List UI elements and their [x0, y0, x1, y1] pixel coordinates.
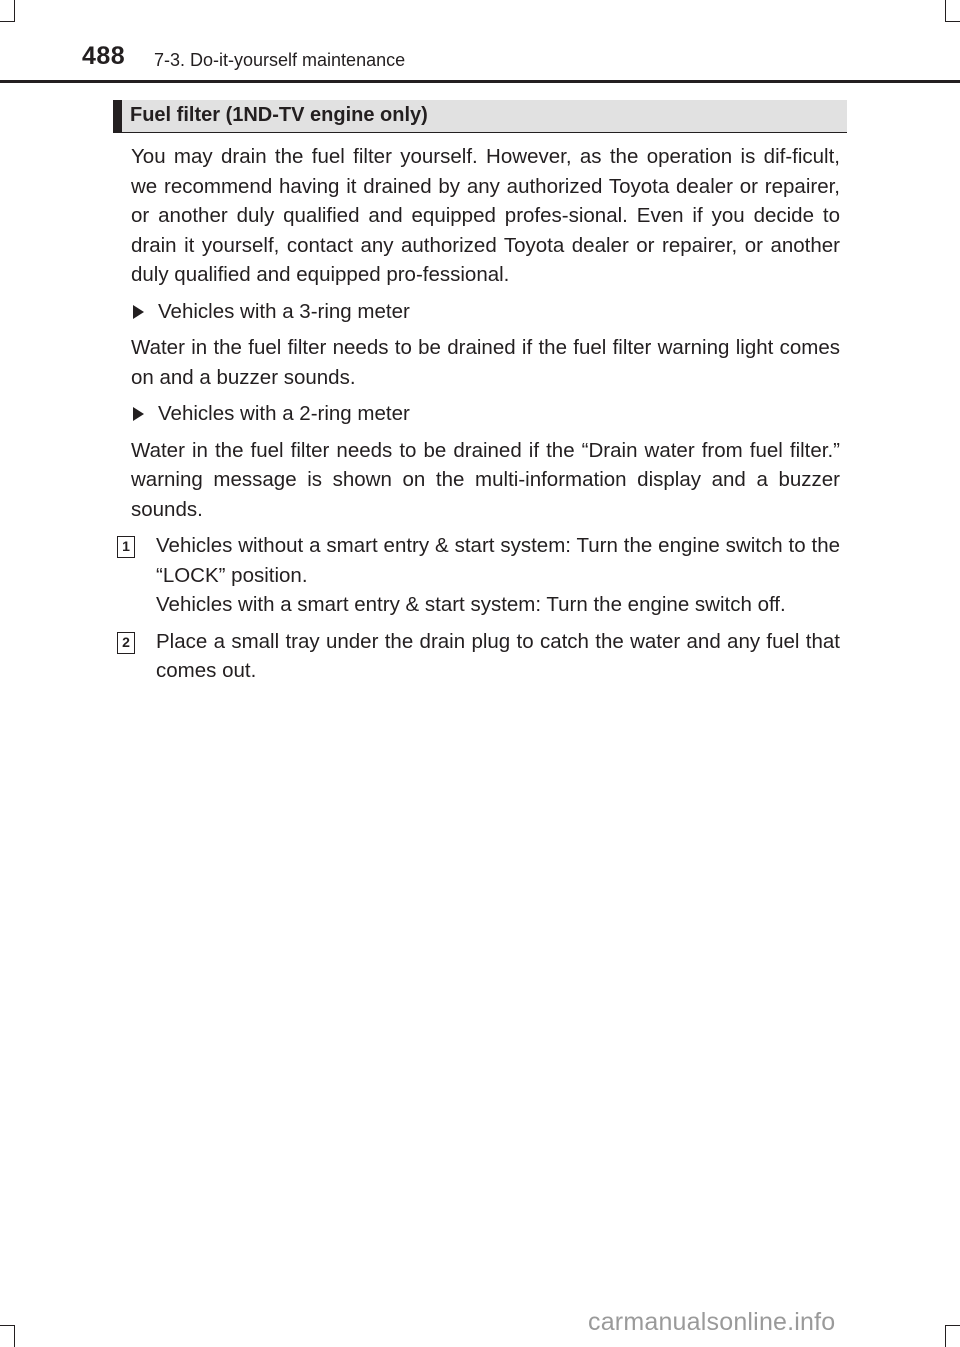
watermark: carmanualsonline.info [588, 1308, 836, 1336]
step-number-box: 1 [117, 536, 135, 558]
section-heading [113, 100, 847, 133]
step-text: Place a small tray under the drain plug to catch the water and any fuel that comes out. [156, 629, 840, 682]
step-2 [122, 627, 840, 686]
intro-paragraph: You may drain the fuel filter yourself. However, as the operation is dif-ficult, we recommend having it drained by any authorized Toyota dealer or repairer, or another duly qualified and equipped profes-sional. Even if you decide to drain it yourself, contact any authorized Toyota dealer or repairer, or another duly qualified and equipped pro-fessional. [131, 145, 840, 286]
triangle-arrow-icon [133, 305, 144, 319]
page-content [122, 142, 840, 693]
crop-mark-bottom-right-v [945, 1325, 946, 1347]
step-text: Vehicles with a smart entry & start system: Turn the engine switch off. [156, 593, 786, 616]
step-number-box: 2 [117, 632, 135, 654]
step-text: Vehicles without a smart entry & start system: Turn the engine switch to the “LOCK” position. [156, 534, 840, 587]
section-heading-text: Fuel filter (1ND-TV engine only) [130, 104, 428, 126]
crop-mark-bottom-right-h [946, 1325, 960, 1326]
bullet-label: Vehicles with a 3-ring meter [158, 299, 410, 323]
paragraph-3ring-meter: Water in the fuel filter needs to be drained if the fuel filter warning light comes on and a buzzer sounds. [131, 336, 840, 389]
chapter-section-title: 7-3. Do-it-yourself maintenance [154, 50, 406, 70]
bullet-2ring-meter [131, 399, 840, 429]
header-rule [0, 80, 960, 83]
triangle-arrow-icon [133, 407, 144, 421]
crop-mark-bottom-left-v [14, 1325, 15, 1347]
bullet-label: Vehicles with a 2-ring meter [158, 402, 410, 425]
paragraph-2ring-meter: Water in the fuel filter needs to be drained if the “Drain water from fuel filter.” warning message is shown on the multi-information display and a buzzer sounds. [131, 438, 840, 521]
page-header [0, 0, 960, 84]
page-number: 488 [82, 42, 126, 70]
heading-accent-bar [113, 100, 122, 132]
crop-mark-bottom-left-h [0, 1325, 14, 1326]
step-1 [122, 531, 840, 620]
bullet-3ring-meter [131, 297, 840, 327]
